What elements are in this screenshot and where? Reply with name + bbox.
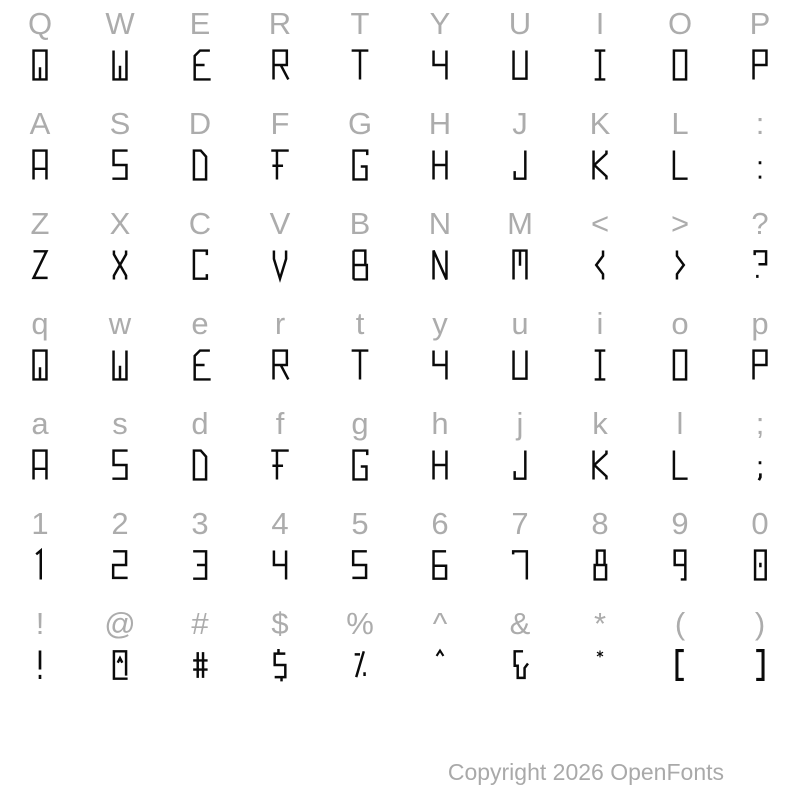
glyph-char <box>240 44 320 100</box>
bionic-glyph-icon <box>661 46 699 84</box>
reference-char: 9 <box>671 506 689 541</box>
bionic-glyph-icon <box>261 346 299 384</box>
reference-char: u <box>511 306 529 341</box>
glyph-char <box>80 444 160 500</box>
bionic-glyph-icon <box>661 146 699 184</box>
bionic-glyph-icon <box>101 546 139 584</box>
glyph-char <box>560 544 640 600</box>
reference-char: < <box>590 206 610 241</box>
bionic-glyph-icon <box>661 246 699 284</box>
glyph-char <box>560 444 640 500</box>
bionic-glyph-icon <box>581 46 619 84</box>
bionic-glyph-icon <box>581 646 619 684</box>
bionic-glyph-icon <box>181 646 219 684</box>
bionic-glyph-icon <box>421 546 459 584</box>
bionic-glyph-icon <box>261 246 299 284</box>
reference-char: 4 <box>271 506 289 541</box>
glyph-char <box>640 244 720 300</box>
bionic-glyph-icon <box>741 446 779 484</box>
glyph-row <box>0 644 800 700</box>
reference-char: L <box>671 106 689 141</box>
reference-char: 6 <box>431 506 449 541</box>
glyph-char <box>400 244 480 300</box>
bionic-glyph-icon <box>181 46 219 84</box>
bionic-glyph-icon <box>261 546 299 584</box>
bionic-glyph-icon <box>101 346 139 384</box>
reference-char: 7 <box>511 506 529 541</box>
glyph-char <box>240 344 320 400</box>
glyph-char <box>400 644 480 700</box>
bionic-glyph-icon <box>21 246 59 284</box>
bionic-glyph-icon <box>181 146 219 184</box>
bionic-glyph-icon <box>501 446 539 484</box>
glyph-char <box>560 44 640 100</box>
reference-char: y <box>432 306 448 341</box>
glyph-char <box>720 544 800 600</box>
glyph-char <box>320 44 400 100</box>
glyph-char <box>160 444 240 500</box>
glyph-char <box>480 344 560 400</box>
glyph-char <box>720 444 800 500</box>
bionic-glyph-icon <box>101 146 139 184</box>
bionic-glyph-icon <box>421 346 459 384</box>
glyph-char <box>80 44 160 100</box>
reference-char: l <box>676 406 684 441</box>
reference-char: * <box>593 606 607 641</box>
reference-char: : <box>755 106 765 141</box>
reference-char: F <box>270 106 290 141</box>
glyph-char <box>400 544 480 600</box>
reference-char: 8 <box>591 506 609 541</box>
bionic-glyph-icon <box>181 246 219 284</box>
glyph-char <box>320 544 400 600</box>
reference-row <box>0 200 800 244</box>
reference-char: ! <box>35 606 45 641</box>
glyph-char <box>480 544 560 600</box>
bionic-glyph-icon <box>261 46 299 84</box>
bionic-glyph-icon <box>501 546 539 584</box>
bionic-glyph-icon <box>741 646 779 684</box>
bionic-glyph-icon <box>101 646 139 684</box>
bionic-glyph-icon <box>181 546 219 584</box>
bionic-glyph-icon <box>341 546 379 584</box>
glyph-char <box>480 644 560 700</box>
reference-char: U <box>508 6 532 41</box>
glyph-char <box>480 144 560 200</box>
reference-char: P <box>749 6 771 41</box>
reference-char: $ <box>271 606 289 641</box>
glyph-char <box>80 544 160 600</box>
reference-char: % <box>346 606 374 641</box>
specimen-pair <box>0 300 800 400</box>
reference-char: C <box>188 206 212 241</box>
specimen-pair <box>0 0 800 100</box>
bionic-glyph-icon <box>661 446 699 484</box>
bionic-glyph-icon <box>501 246 539 284</box>
glyph-row <box>0 244 800 300</box>
glyph-char <box>160 344 240 400</box>
reference-char: O <box>667 6 693 41</box>
glyph-row <box>0 544 800 600</box>
glyph-char <box>400 44 480 100</box>
glyph-char <box>400 444 480 500</box>
reference-char: j <box>516 406 524 441</box>
reference-char: 5 <box>351 506 369 541</box>
bionic-glyph-icon <box>501 646 539 684</box>
reference-char: I <box>595 6 605 41</box>
reference-char: Q <box>27 6 53 41</box>
glyph-char <box>640 644 720 700</box>
bionic-glyph-icon <box>421 446 459 484</box>
glyph-char <box>80 344 160 400</box>
reference-char: K <box>589 106 611 141</box>
reference-char: V <box>269 206 291 241</box>
glyph-char <box>240 244 320 300</box>
glyph-char <box>80 244 160 300</box>
glyph-row <box>0 444 800 500</box>
glyph-row <box>0 144 800 200</box>
reference-char: p <box>751 306 769 341</box>
bionic-glyph-icon <box>341 46 379 84</box>
reference-char: A <box>29 106 51 141</box>
reference-char: X <box>109 206 131 241</box>
glyph-row <box>0 344 800 400</box>
bionic-glyph-icon <box>341 246 379 284</box>
bionic-glyph-icon <box>261 646 299 684</box>
glyph-char <box>320 644 400 700</box>
reference-char: 3 <box>191 506 209 541</box>
bionic-glyph-icon <box>581 146 619 184</box>
glyph-char <box>400 344 480 400</box>
bionic-glyph-icon <box>21 46 59 84</box>
glyph-char <box>400 144 480 200</box>
glyph-char <box>640 44 720 100</box>
glyph-char <box>320 244 400 300</box>
reference-row <box>0 100 800 144</box>
bionic-glyph-icon <box>581 446 619 484</box>
bionic-glyph-icon <box>181 346 219 384</box>
reference-char: @ <box>104 606 136 641</box>
reference-char: f <box>275 406 285 441</box>
glyph-char <box>720 44 800 100</box>
bionic-glyph-icon <box>341 146 379 184</box>
reference-char: Z <box>30 206 50 241</box>
glyph-char <box>0 644 80 700</box>
reference-row <box>0 300 800 344</box>
bionic-glyph-icon <box>581 546 619 584</box>
glyph-char <box>0 144 80 200</box>
bionic-glyph-icon <box>741 46 779 84</box>
reference-char: G <box>347 106 373 141</box>
specimen-pair <box>0 100 800 200</box>
glyph-char <box>320 444 400 500</box>
reference-char: 1 <box>31 506 49 541</box>
reference-char: W <box>105 6 135 41</box>
bionic-glyph-icon <box>581 346 619 384</box>
reference-char: E <box>189 6 211 41</box>
reference-char: h <box>431 406 449 441</box>
glyph-char <box>0 444 80 500</box>
glyph-char <box>640 144 720 200</box>
glyph-char <box>720 644 800 700</box>
glyph-char <box>0 44 80 100</box>
reference-row <box>0 500 800 544</box>
bionic-glyph-icon <box>101 246 139 284</box>
glyph-char <box>480 244 560 300</box>
reference-char: g <box>351 406 369 441</box>
reference-char: B <box>349 206 371 241</box>
glyph-char <box>640 344 720 400</box>
glyph-char <box>560 344 640 400</box>
specimen-pair <box>0 200 800 300</box>
bionic-glyph-icon <box>741 546 779 584</box>
glyph-char <box>720 344 800 400</box>
glyph-char <box>560 244 640 300</box>
reference-char: w <box>108 306 132 341</box>
bionic-glyph-icon <box>341 446 379 484</box>
bionic-glyph-icon <box>21 346 59 384</box>
glyph-char <box>480 44 560 100</box>
reference-char: H <box>428 106 452 141</box>
bionic-glyph-icon <box>501 146 539 184</box>
glyph-char <box>160 44 240 100</box>
reference-char: d <box>191 406 209 441</box>
reference-char: t <box>355 306 365 341</box>
reference-char: J <box>512 106 528 141</box>
glyph-char <box>720 144 800 200</box>
reference-char: ^ <box>432 606 448 641</box>
glyph-char <box>560 144 640 200</box>
glyph-char <box>0 344 80 400</box>
glyph-char <box>320 144 400 200</box>
glyph-char <box>240 444 320 500</box>
glyph-char <box>720 244 800 300</box>
reference-char: > <box>670 206 690 241</box>
bionic-glyph-icon <box>661 546 699 584</box>
bionic-glyph-icon <box>501 346 539 384</box>
glyph-char <box>0 544 80 600</box>
bionic-glyph-icon <box>741 346 779 384</box>
reference-char: o <box>671 306 689 341</box>
glyph-char <box>560 644 640 700</box>
bionic-glyph-icon <box>341 646 379 684</box>
bionic-glyph-icon <box>21 146 59 184</box>
reference-char: ) <box>754 606 766 641</box>
glyph-char <box>160 144 240 200</box>
reference-char: S <box>109 106 131 141</box>
reference-char: s <box>112 406 128 441</box>
reference-char: D <box>188 106 212 141</box>
glyph-char <box>480 444 560 500</box>
copyright-text: Copyright 2026 OpenFonts <box>447 759 724 785</box>
glyph-char <box>160 544 240 600</box>
reference-char: ; <box>755 406 765 441</box>
glyph-char <box>320 344 400 400</box>
bionic-glyph-icon <box>661 346 699 384</box>
reference-char: T <box>350 6 370 41</box>
specimen-pair <box>0 500 800 600</box>
bionic-glyph-icon <box>21 646 59 684</box>
reference-char: i <box>596 306 604 341</box>
bionic-glyph-icon <box>421 246 459 284</box>
reference-char: M <box>507 206 533 241</box>
glyph-char <box>80 144 160 200</box>
glyph-char <box>240 544 320 600</box>
reference-char: e <box>191 306 209 341</box>
reference-char: ? <box>751 206 769 241</box>
glyph-char <box>240 644 320 700</box>
bionic-glyph-icon <box>741 146 779 184</box>
bionic-glyph-icon <box>21 546 59 584</box>
glyph-char <box>80 644 160 700</box>
specimen-pair <box>0 600 800 700</box>
bionic-glyph-icon <box>261 146 299 184</box>
glyph-char <box>640 444 720 500</box>
reference-char: 2 <box>111 506 129 541</box>
bionic-glyph-icon <box>421 46 459 84</box>
reference-char: k <box>592 406 608 441</box>
reference-char: a <box>31 406 49 441</box>
specimen-pair <box>0 400 800 500</box>
reference-char: R <box>268 6 292 41</box>
glyph-char <box>640 544 720 600</box>
reference-char: ( <box>674 606 686 641</box>
reference-char: Y <box>429 6 451 41</box>
reference-char: & <box>509 606 531 641</box>
glyph-char <box>0 244 80 300</box>
reference-row <box>0 600 800 644</box>
bionic-glyph-icon <box>101 446 139 484</box>
bionic-glyph-icon <box>661 646 699 684</box>
bionic-glyph-icon <box>101 46 139 84</box>
bionic-glyph-icon <box>501 46 539 84</box>
glyph-char <box>160 244 240 300</box>
glyph-char <box>240 144 320 200</box>
bionic-glyph-icon <box>581 246 619 284</box>
reference-char: q <box>31 306 49 341</box>
bionic-glyph-icon <box>421 646 459 684</box>
reference-char: N <box>428 206 452 241</box>
glyph-row <box>0 44 800 100</box>
reference-char: # <box>191 606 209 641</box>
bionic-glyph-icon <box>741 246 779 284</box>
bionic-glyph-icon <box>261 446 299 484</box>
bionic-glyph-icon <box>21 446 59 484</box>
reference-row <box>0 0 800 44</box>
bionic-glyph-icon <box>421 146 459 184</box>
reference-row <box>0 400 800 444</box>
reference-char: 0 <box>751 506 769 541</box>
glyph-char <box>160 644 240 700</box>
reference-char: r <box>274 306 286 341</box>
bionic-glyph-icon <box>181 446 219 484</box>
bionic-glyph-icon <box>341 346 379 384</box>
